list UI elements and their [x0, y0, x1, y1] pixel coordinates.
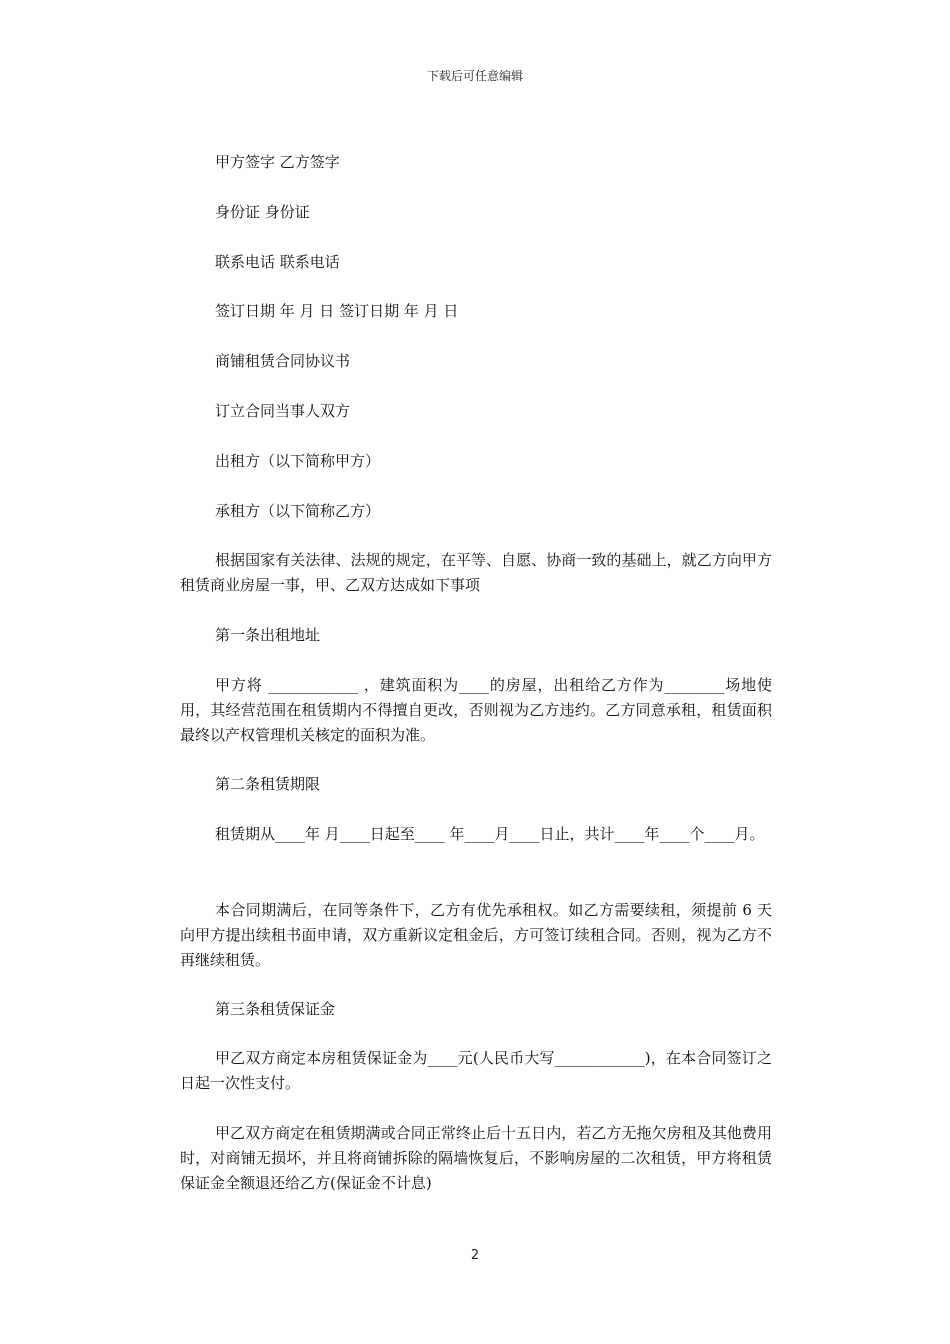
page-header: 下载后可任意编辑	[426, 69, 523, 83]
article3-paragraph: 甲乙双方商定本房租赁保证金为____元(人民币大写____________)，在本合同签订之日起一次性支付。	[180, 1049, 772, 1092]
id-card-line: 身份证 身份证	[215, 203, 310, 221]
lessor-line: 出租方（以下简称甲方）	[215, 452, 381, 470]
article1-title: 第一条出租地址	[215, 626, 321, 644]
preamble-paragraph: 根据国家有关法律、法规的规定，在平等、自愿、协商一致的基础上，就乙方向甲方租赁商业房屋一事，甲、乙双方达成如下事项	[180, 551, 772, 594]
document-title: 商铺租赁合同协议书	[215, 352, 351, 370]
phone-line: 联系电话 联系电话	[215, 253, 340, 271]
lessee-line: 承租方（以下简称乙方）	[215, 502, 381, 520]
article3-refund-paragraph: 甲乙双方商定在租赁期满或合同正常终止后十五日内，若乙方无拖欠房租及其他费用时，对商铺无损坏，并且将商铺拆除的隔墙恢复后，不影响房屋的二次租赁，甲方将租赁保证金全额退还给乙方(保证金不计息)	[180, 1124, 772, 1192]
article2-renewal-paragraph: 本合同期满后，在同等条件下，乙方有优先承租权。如乙方需要续租，须提前 6 天向甲方提出续租书面申请，双方重新议定租金后，方可签订续租合同。否则，视为乙方不再继续租赁。	[180, 901, 772, 969]
signature-line: 甲方签字 乙方签字	[215, 153, 340, 171]
parties-heading: 订立合同当事人双方	[215, 402, 351, 420]
page-number: 2	[470, 1248, 480, 1263]
article2-paragraph: 租赁期从____年 月____日起至____ 年____月____日止，共计____年____个____月。	[215, 825, 765, 843]
article1-paragraph: 甲方将 ____________ ，建筑面积为____的房屋，出租给乙方作为________场地使用，其经营范围在租赁期内不得擅自更改，否则视为乙方违约。乙方同意承租，租赁面积最终以产权管理机关核定的面积为准。	[180, 676, 772, 744]
article2-title: 第二条租赁期限	[215, 775, 321, 793]
article3-title: 第三条租赁保证金	[215, 1000, 336, 1018]
signing-date-line: 签订日期 年 月 日 签订日期 年 月 日	[215, 302, 459, 320]
